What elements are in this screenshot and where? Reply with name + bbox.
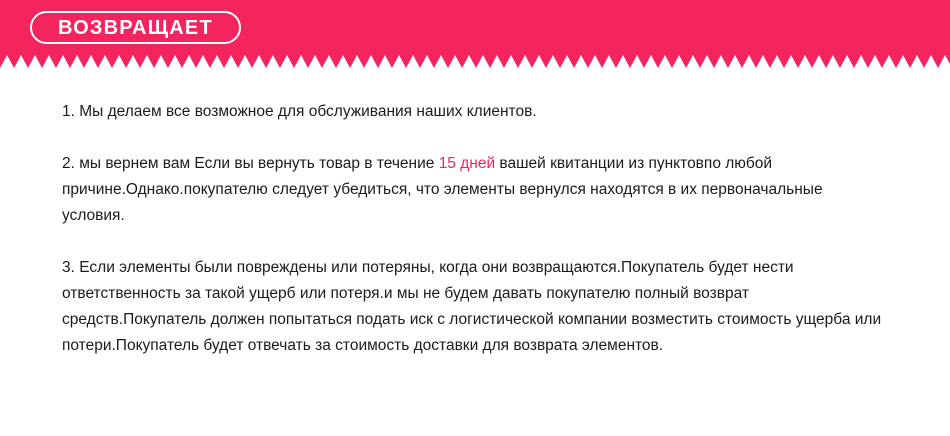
scallop-tooth [623, 55, 637, 68]
scallop-tooth [0, 55, 7, 68]
scallop-tooth [91, 55, 105, 68]
scallop-tooth [231, 55, 245, 68]
scallop-tooth [455, 55, 469, 68]
scallop-tooth [833, 55, 847, 68]
scallop-tooth [175, 55, 189, 68]
scallop-tooth [609, 55, 623, 68]
scallop-tooth [735, 55, 749, 68]
scallop-tooth [77, 55, 91, 68]
scallop-tooth [749, 55, 763, 68]
policy-item-3: 3. Если элементы были повреждены или потеряны, когда они возвращаются.Покупатель будет нести ответственность за такой ущерб или потеря.и мы не будем давать покупателю полный возврат средств.Покупатель должен попытаться подать иск с логистической компании возместить стоимость ущерба или потери.Покупатель будет отвечать за стоимость доставки для возврата элементов. [62, 259, 882, 354]
scallop-tooth [861, 55, 875, 68]
scallop-tooth [469, 55, 483, 68]
scallop-tooth [259, 55, 273, 68]
scallop-tooth [483, 55, 497, 68]
scallop-tooth [413, 55, 427, 68]
scallop-tooth [357, 55, 371, 68]
scallop-tooth [903, 55, 917, 68]
header-band [0, 0, 950, 55]
scallop-tooth [21, 55, 35, 68]
scallop-tooth [315, 55, 329, 68]
scallop-tooth [245, 55, 259, 68]
scallop-tooth [791, 55, 805, 68]
scallop-tooth [35, 55, 49, 68]
scallop-tooth [889, 55, 903, 68]
scallop-tooth [539, 55, 553, 68]
scallop-tooth [931, 55, 945, 68]
page-title-pill [30, 11, 241, 44]
scallop-tooth [343, 55, 357, 68]
scallop-tooth [665, 55, 679, 68]
scallop-tooth [147, 55, 161, 68]
scallop-tooth [595, 55, 609, 68]
scallop-tooth [917, 55, 931, 68]
scalloped-divider [0, 55, 950, 69]
scallop-tooth [777, 55, 791, 68]
policy-item-2-lead: 2. мы вернем вам Если вы вернуть товар в течение [62, 155, 439, 172]
scallop-tooth [49, 55, 63, 68]
page-title: ВОЗВРАЩАЕТ [58, 16, 213, 39]
scallop-tooth [133, 55, 147, 68]
scallop-tooth [217, 55, 231, 68]
scallop-tooth [105, 55, 119, 68]
scallop-tooth [693, 55, 707, 68]
policy-item-2 [62, 151, 888, 229]
scallop-tooth [329, 55, 343, 68]
scallop-tooth [371, 55, 385, 68]
scallop-tooth [189, 55, 203, 68]
scallop-tooth [497, 55, 511, 68]
scallop-tooth [805, 55, 819, 68]
scallop-tooth [707, 55, 721, 68]
scallop-tooth [273, 55, 287, 68]
policy-content [0, 69, 950, 359]
scallop-tooth [441, 55, 455, 68]
policy-item-1: 1. Мы делаем все возможное для обслуживания наших клиентов. [62, 103, 537, 120]
return-window-highlight: 15 дней [438, 155, 496, 172]
scallop-tooth [721, 55, 735, 68]
scallop-tooth [847, 55, 861, 68]
scallop-tooth [119, 55, 133, 68]
scallop-tooth [203, 55, 217, 68]
scallop-tooth [651, 55, 665, 68]
scallop-tooth [511, 55, 525, 68]
scallop-tooth [637, 55, 651, 68]
scallop-tooth [875, 55, 889, 68]
scallop-tooth [399, 55, 413, 68]
scallop-tooth [161, 55, 175, 68]
scallop-tooth [763, 55, 777, 68]
scallop-tooth [945, 55, 950, 68]
scallop-tooth [581, 55, 595, 68]
scallop-tooth [567, 55, 581, 68]
scallop-tooth [553, 55, 567, 68]
scallop-tooth [301, 55, 315, 68]
scallop-tooth [679, 55, 693, 68]
scallop-tooth [7, 55, 21, 68]
policy-item-2-tail: вашей квитанции из пунктовпо любой причине.Однако.покупателю следует убедиться, что элементы вернулся находятся в их первоначальные условия. [62, 155, 823, 224]
scallop-tooth [287, 55, 301, 68]
scallop-tooth [63, 55, 77, 68]
scallop-tooth [427, 55, 441, 68]
scallop-tooth [819, 55, 833, 68]
scallop-tooth [385, 55, 399, 68]
scallop-tooth [525, 55, 539, 68]
